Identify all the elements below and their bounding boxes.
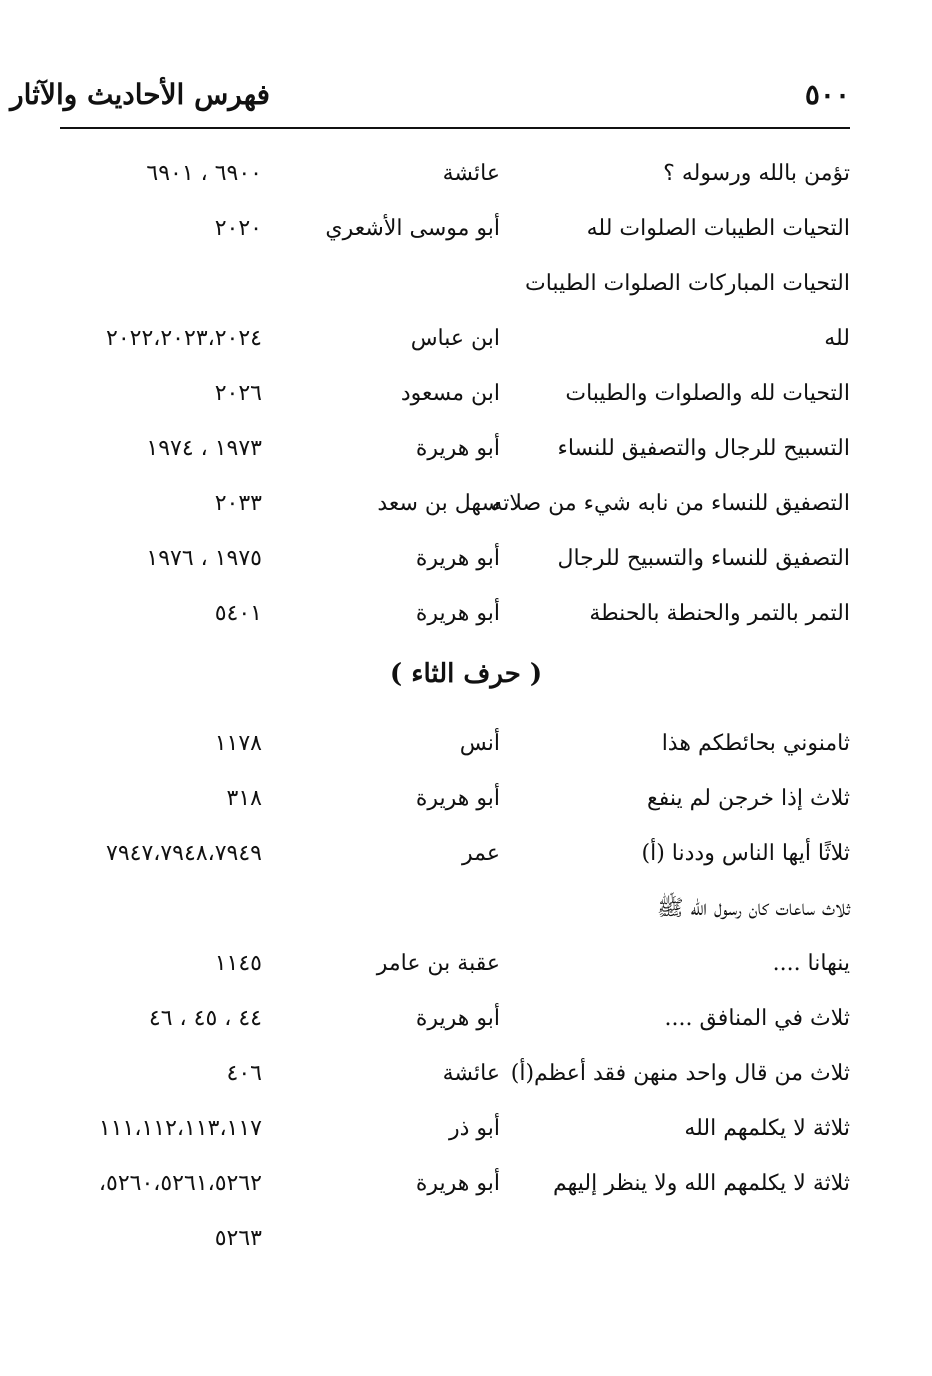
narrator: عائشة bbox=[442, 1061, 500, 1086]
narrator: عقبة بن عامر bbox=[376, 951, 500, 976]
hadith-numbers: ٢٠٢٠ bbox=[214, 216, 262, 241]
hadith-numbers: ٣١٨ bbox=[226, 786, 262, 811]
hadith-text: التسبيح للرجال والتصفيق للنساء bbox=[557, 436, 850, 461]
hadith-numbers: ٢٠٢٢،٢٠٢٣،٢٠٢٤ bbox=[106, 326, 262, 351]
hadith-text: ثامنوني بحائطكم هذا bbox=[661, 731, 850, 756]
hadith-numbers: ٢٠٣٣ bbox=[214, 491, 262, 516]
narrator: أبو هريرة bbox=[415, 601, 500, 626]
hadith-text: تؤمن بالله ورسوله ؟ bbox=[663, 161, 850, 186]
hadith-text: ثلاثة لا يكلمهم الله bbox=[684, 1116, 850, 1141]
hadith-text: ينهانا .... bbox=[772, 951, 850, 976]
hadith-text: التصفيق للنساء من نابه شيء من صلاته bbox=[491, 491, 850, 516]
index-row bbox=[0, 425, 932, 475]
index-row bbox=[0, 940, 932, 990]
index-row bbox=[0, 885, 932, 935]
narrator: أنس bbox=[459, 731, 500, 756]
hadith-numbers: ١١٤٥ bbox=[214, 951, 262, 976]
narrator: أبو هريرة bbox=[415, 786, 500, 811]
index-row bbox=[0, 995, 932, 1045]
index-row bbox=[0, 1215, 932, 1265]
hadith-numbers: ٢٠٢٦ bbox=[214, 381, 262, 406]
hadith-numbers: ٧٩٤٧،٧٩٤٨،٧٩٤٩ bbox=[106, 841, 262, 866]
hadith-numbers: ٤٠٦ bbox=[226, 1061, 262, 1086]
index-row bbox=[0, 370, 932, 420]
section-heading bbox=[0, 650, 932, 700]
index-row bbox=[0, 260, 932, 310]
narrator: عائشة bbox=[442, 161, 500, 186]
index-row bbox=[0, 720, 932, 770]
index-row bbox=[0, 315, 932, 365]
narrator: ابن مسعود bbox=[400, 381, 500, 406]
hadith-numbers: ٥٤٠١ bbox=[214, 601, 262, 626]
hadith-numbers: ١١٧٨ bbox=[214, 731, 262, 756]
narrator: أبو ذر bbox=[448, 1116, 500, 1141]
index-row bbox=[0, 535, 932, 585]
hadith-numbers: ١٩٧٥ ، ١٩٧٦ bbox=[146, 546, 262, 571]
hadith-text: التحيات لله والصلوات والطيبات bbox=[565, 381, 850, 406]
index-row bbox=[0, 1160, 932, 1210]
narrator: أبو هريرة bbox=[415, 1171, 500, 1196]
hadith-text: ثلاث في المنافق .... bbox=[664, 1006, 850, 1031]
hadith-text: التحيات الطيبات الصلوات لله bbox=[586, 216, 850, 241]
header-divider bbox=[60, 127, 850, 129]
narrator: عمر bbox=[462, 841, 500, 866]
hadith-text: التحيات المباركات الصلوات الطيبات bbox=[525, 271, 850, 296]
narrator: أبو هريرة bbox=[415, 546, 500, 571]
index-row bbox=[0, 1050, 932, 1100]
section-heading-text: ( حرف الثاء ) bbox=[389, 659, 543, 689]
hadith-numbers: ٦٩٠٠ ، ٦٩٠١ bbox=[146, 161, 262, 186]
page-number: ٥٠٠ bbox=[804, 78, 850, 111]
index-row bbox=[0, 590, 932, 640]
index-row bbox=[0, 480, 932, 530]
hadith-numbers: ١٩٧٣ ، ١٩٧٤ bbox=[146, 436, 262, 461]
page-title: فهرس الأحاديث والآثار bbox=[10, 78, 270, 111]
hadith-text: ثلاث إذا خرجن لم ينفع bbox=[647, 786, 850, 811]
narrator: أبو هريرة bbox=[415, 436, 500, 461]
narrator: أبو هريرة bbox=[415, 1006, 500, 1031]
hadith-text: التصفيق للنساء والتسبيح للرجال bbox=[557, 546, 850, 571]
hadith-text: ثلاثًا أيها الناس وددنا (أ) bbox=[641, 841, 850, 866]
index-row bbox=[0, 830, 932, 880]
index-row bbox=[0, 150, 932, 200]
hadith-numbers: ٥٢٦٠،٥٢٦١،٥٢٦٢، bbox=[98, 1171, 262, 1196]
hadith-text: لله bbox=[824, 326, 850, 351]
narrator: سهل بن سعد bbox=[377, 491, 500, 516]
index-row bbox=[0, 775, 932, 825]
narrator: أبو موسى الأشعري bbox=[325, 216, 500, 241]
hadith-numbers: ١١١،١١٢،١١٣،١١٧ bbox=[98, 1116, 262, 1141]
index-row bbox=[0, 1105, 932, 1155]
hadith-text: التمر بالتمر والحنطة بالحنطة bbox=[589, 601, 850, 626]
page-header bbox=[10, 72, 850, 122]
hadith-text: ثلاث ساعات كان رسول الله ﷺ bbox=[656, 896, 850, 921]
hadith-text: ثلاثة لا يكلمهم الله ولا ينظر إليهم bbox=[553, 1171, 850, 1196]
hadith-numbers: ٥٢٦٣ bbox=[214, 1226, 262, 1251]
hadith-text: ثلاث من قال واحد منهن فقد أعظم(أ) bbox=[510, 1061, 850, 1086]
hadith-numbers: ٤٤ ، ٤٥ ، ٤٦ bbox=[148, 1006, 262, 1031]
index-row bbox=[0, 205, 932, 255]
narrator: ابن عباس bbox=[410, 326, 500, 351]
